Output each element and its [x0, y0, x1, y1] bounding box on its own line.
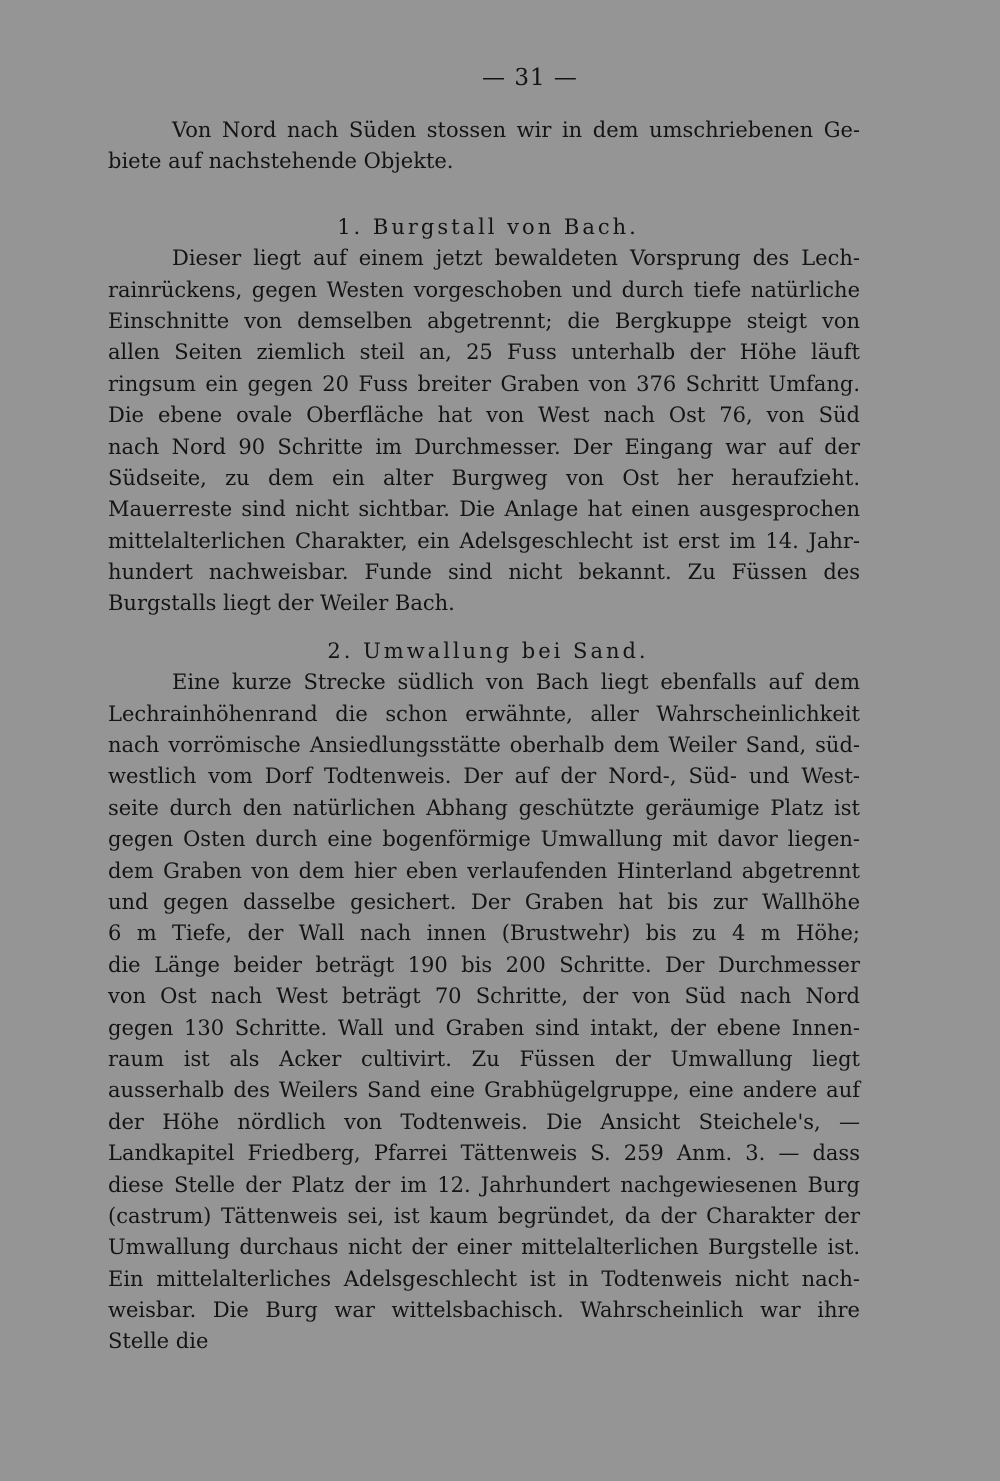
text-line: und gegen dasselbe gesichert. Der Graben hat bis zur Wallhöhe [108, 889, 860, 914]
text-line: weisbar. Die Burg war wittelsbachisch. Wahrscheinlich war ihre [108, 1298, 860, 1323]
text-line: mittelalterlichen Charakter, ein Adelsgeschlecht ist erst im 14. Jahr- [108, 528, 860, 553]
text-line: Landkapitel Friedberg, Pfarrei Tättenweis S. 259 Anm. 3. — dass [108, 1141, 860, 1166]
text-line: Die ebene ovale Oberfläche hat von West nach Ost 76, von Süd [108, 403, 860, 428]
text-line: der Höhe nördlich von Todtenweis. Die Ansicht Steichele's, — [108, 1109, 860, 1134]
text-line: ringsum ein gegen 20 Fuss breiter Graben von 376 Schritt Umfang. [108, 371, 860, 396]
text-line: biete auf nachstehende Objekte. [108, 149, 454, 174]
text-line: Umwallung durchaus nicht der einer mittelalterlichen Burgstelle ist. [108, 1235, 860, 1260]
text-line: seite durch den natürlichen Abhang geschützte geräumige Platz ist [108, 795, 860, 820]
text-line: Einschnitte von demselben abgetrennt; die Bergkuppe steigt von [108, 308, 860, 333]
text-line: diese Stelle der Platz der im 12. Jahrhundert nachgewiesenen Burg [108, 1172, 860, 1197]
text-line: dem Graben von dem hier eben verlaufenden Hinterland abgetrennt [108, 858, 860, 883]
section-heading-umwallung-sand: 2. Umwallung bei Sand. [327, 638, 649, 663]
section-heading-burgstall-bach: 1. Burgstall von Bach. [337, 214, 639, 239]
text-line: raum ist als Acker cultivirt. Zu Füssen der Umwallung liegt [108, 1046, 860, 1071]
book-page [108, 58, 860, 1358]
text-line: Südseite, zu dem ein alter Burgweg von Ost her heraufzieht. [108, 465, 860, 490]
text-line: Ein mittelalterliches Adelsgeschlecht ist in Todtenweis nicht nach- [108, 1266, 860, 1291]
text-line: nach vorrömische Ansiedlungsstätte oberhalb dem Weiler Sand, süd- [108, 733, 860, 758]
text-line: allen Seiten ziemlich steil an, 25 Fuss unterhalb der Höhe läuft [108, 340, 860, 365]
text-line: rainrückens, gegen Westen vorgeschoben und durch tiefe natürliche [108, 277, 860, 302]
text-line: von Ost nach West beträgt 70 Schritte, der von Süd nach Nord [108, 984, 860, 1009]
text-line: Mauerreste sind nicht sichtbar. Die Anlage hat einen ausgesprochen [108, 497, 860, 522]
text-line: Stelle die [108, 1329, 209, 1354]
text-line: gegen 130 Schritte. Wall und Graben sind intakt, der ebene Innen- [108, 1015, 860, 1040]
text-line: westlich vom Dorf Todtenweis. Der auf der Nord-, Süd- und West- [108, 764, 860, 789]
page-number: — 31 — [482, 65, 578, 91]
text-line: gegen Osten durch eine bogenförmige Umwallung mit davor liegen- [108, 827, 860, 852]
text-line: Eine kurze Strecke südlich von Bach liegt ebenfalls auf dem [172, 670, 860, 695]
intro-paragraph [108, 115, 860, 178]
text-line: (castrum) Tättenweis sei, ist kaum begründet, da der Charakter der [108, 1203, 860, 1228]
text-line: Lechrainhöhenrand die schon erwähnte, aller Wahrscheinlichkeit [108, 701, 860, 726]
section-paragraph-burgstall-bach [108, 243, 860, 620]
text-line: Burgstalls liegt der Weiler Bach. [108, 591, 455, 616]
text-line: 6 m Tiefe, der Wall nach innen (Brustwehr) bis zu 4 m Höhe; [108, 921, 860, 946]
text-line: hundert nachweisbar. Funde sind nicht bekannt. Zu Füssen des [108, 560, 860, 585]
section-paragraph-umwallung-sand [108, 667, 860, 1358]
text-line: nach Nord 90 Schritte im Durchmesser. Der Eingang war auf der [108, 434, 860, 459]
text-line: Dieser liegt auf einem jetzt bewaldeten Vorsprung des Lech- [172, 246, 860, 271]
text-line: ausserhalb des Weilers Sand eine Grabhügelgruppe, eine andere auf [108, 1078, 860, 1103]
text-line: die Länge beider beträgt 190 bis 200 Schritte. Der Durchmesser [108, 952, 860, 977]
text-line: Von Nord nach Süden stossen wir in dem umschriebenen Ge- [172, 118, 860, 142]
